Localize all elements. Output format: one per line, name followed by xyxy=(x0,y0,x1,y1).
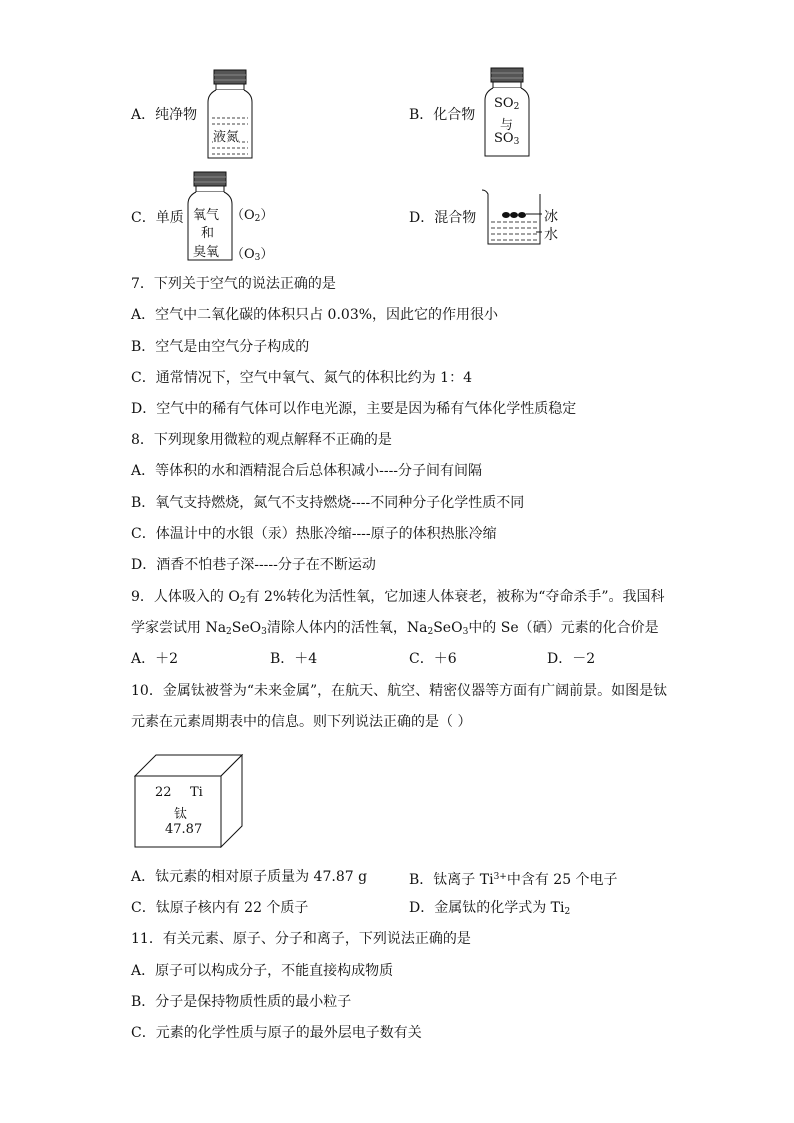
question-11-option-a: A．原子可以构成分子，不能直接构成物质 xyxy=(131,963,394,979)
question-9-stem-line1: 9．人体吸入的 $O_2$有 2%转化为活性氧，它加速人体衰老，被称为“夺命杀手”。我国科 xyxy=(131,589,665,606)
question-7-stem: 7．下列关于空气的说法正确的是 xyxy=(131,276,336,292)
question-8-option-b: B．氧气支持燃烧，氮气不支持燃烧----不同种分子化学性质不同 xyxy=(131,495,525,511)
question-10-option-d: D．金属钛的化学式为 $Ti_2$ xyxy=(409,900,571,917)
element-atomic-number: 22 xyxy=(155,785,172,800)
question-9-stem-line2: 学家尝试用 $Na_2SeO_3$清除人体内的活性氧，$Na_2SeO_3$中的 Se（硒）元素的化合价是 xyxy=(131,620,659,637)
option-6b-label: B．化合物 xyxy=(409,107,476,123)
question-10-option-c: C．钛原子核内有 22 个质子 xyxy=(131,900,309,916)
question-11-stem: 11．有关元素、原子、分子和离子，下列说法正确的是 xyxy=(131,931,471,947)
bottle-label-liquid-nitrogen: 液氮 xyxy=(213,126,239,145)
liquid-nitrogen-bottle-figure xyxy=(206,68,254,162)
question-7-option-c: C．通常情况下，空气中氧气、氮气的体积比约为 1：4 xyxy=(131,370,472,386)
question-9-option-b: B．＋4 xyxy=(270,651,318,667)
note-o3: $(O_3)$ xyxy=(231,247,274,263)
option-6a-label: A．纯净物 xyxy=(131,107,198,123)
question-7-option-d: D．空气中的稀有气体可以作电光源，主要是因为稀有气体化学性质稳定 xyxy=(131,401,577,417)
question-11-option-b: B．分子是保持物质性质的最小粒子 xyxy=(131,994,352,1010)
bottle-label-and: 和 xyxy=(201,226,215,241)
question-9-option-a: A．＋2 xyxy=(131,651,179,667)
label-water: 水 xyxy=(544,227,558,243)
ice-water-beaker-figure xyxy=(480,186,544,250)
question-8-option-c: C．体温计中的水银（汞）热胀冷缩----原子的体积热胀冷缩 xyxy=(131,526,497,542)
note-o2: $(O_2)$ xyxy=(231,208,274,224)
question-10-stem-line2: 元素在元素周期表中的信息。则下列说法正确的是（ ） xyxy=(131,714,472,730)
bottle-label-and: 与 xyxy=(500,118,514,133)
question-8-stem: 8．下列现象用微粒的观点解释不正确的是 xyxy=(131,432,392,448)
question-10-option-b: B．钛离子 $Ti^{3+}$中含有 25 个电子 xyxy=(409,872,618,888)
question-9-option-d: D．－2 xyxy=(547,651,596,667)
bottle-label-oxygen: 氧气 xyxy=(193,208,220,223)
option-6d-label: D．混合物 xyxy=(409,210,477,226)
question-8-option-d: D．酒香不怕巷子深-----分子在不断运动 xyxy=(131,557,376,573)
element-atomic-mass: 47.87 xyxy=(165,822,203,837)
element-name: 钛 xyxy=(174,807,188,822)
question-9-option-c: C．＋6 xyxy=(409,651,457,667)
question-7-option-a: A．空气中二氧化碳的体积只占 0.03%，因此它的作用很小 xyxy=(131,307,499,323)
element-symbol: Ti xyxy=(190,785,203,800)
question-10-option-a: A．钛元素的相对原子质量为 47.87 g xyxy=(131,869,368,885)
question-8-option-a: A．等体积的水和酒精混合后总体积减小----分子间有间隔 xyxy=(131,463,483,479)
question-7-option-b: B．空气是由空气分子构成的 xyxy=(131,339,310,355)
question-10-stem-line1: 10．金属钛被誉为“未来金属”，在航天、航空、精密仪器等方面有广阔前景。如图是钛 xyxy=(131,683,668,699)
label-ice: 冰 xyxy=(544,209,558,225)
question-11-option-c: C．元素的化学性质与原子的最外层电子数有关 xyxy=(131,1025,422,1041)
bottle-label-ozone: 臭氧 xyxy=(193,245,220,260)
bottle-label-so3: $SO_3$ xyxy=(494,131,520,147)
option-6c-label: C．单质 xyxy=(131,210,184,226)
bottle-label-so2: $SO_2$ xyxy=(494,96,520,112)
